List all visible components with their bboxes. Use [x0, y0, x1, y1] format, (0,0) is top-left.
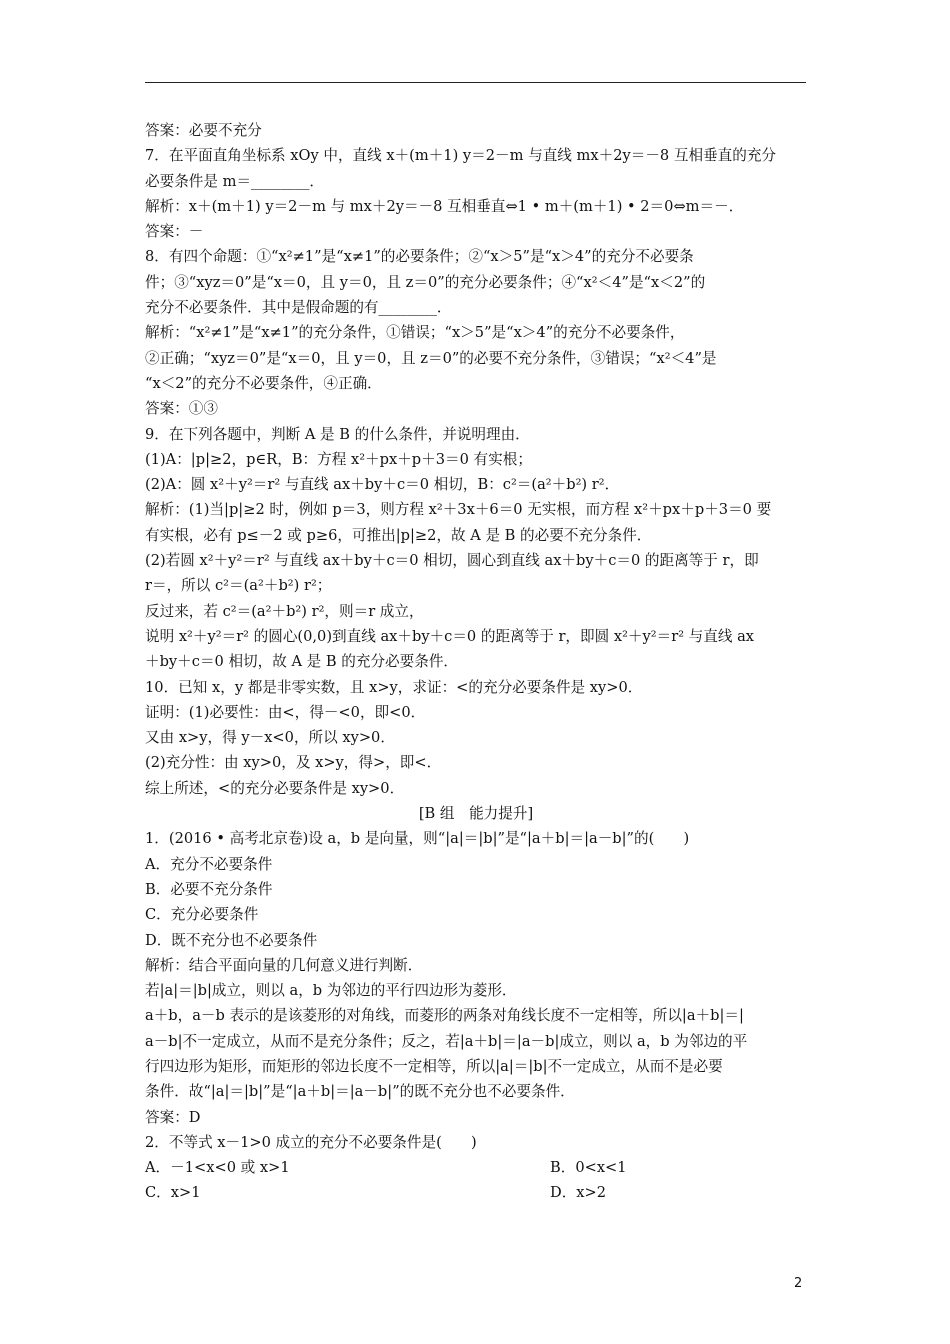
text-line: 说明 x²＋y²＝r² 的圆心(0,0)到直线 ax＋by＋c＝0 的距离等于 r，即圆 x²＋y²＝r² 与直线 ax	[145, 627, 755, 645]
text-line: 1．(2016 • 高考北京卷)设 a，b 是向量，则“|a|＝|b|”是“|a＋b|＝|a－b|”的( )	[145, 830, 690, 848]
section-heading: [B 组 能力提升]	[418, 805, 534, 823]
text-line: a－b|不一定成立，从而不是充分条件；反之，若|a＋b|＝|a－b|成立，则以 a，b 为邻边的平	[145, 1032, 748, 1050]
text-line: 答案：①③	[145, 400, 218, 418]
text-line: 解析：x＋(m＋1) y＝2－m 与 mx＋2y＝－8 互相垂直⇔1 • m＋(m＋1) • 2＝0⇔m＝－．	[145, 197, 744, 215]
text-line: ＋by＋c＝0 相切，故 A 是 B 的充分必要条件．	[145, 653, 459, 671]
text-line: (2)若圆 x²＋y²＝r² 与直线 ax＋by＋c＝0 相切，圆心到直线 ax＋by＋c＝0 的距离等于 r，即	[145, 552, 759, 570]
option-d: D．x>2	[550, 1184, 607, 1202]
option-c: C．x>1	[145, 1184, 201, 1202]
text-line: 证明：(1)必要性：由<，得－<0，即<0．	[145, 703, 426, 721]
options-row	[145, 1180, 807, 1205]
options-row	[145, 1155, 807, 1180]
text-line: 7．在平面直角坐标系 xOy 中，直线 x＋(m＋1) y＝2－m 与直线 mx＋2y＝－8 互相垂直的充分	[145, 147, 777, 165]
text-line: 若|a|＝|b|成立，则以 a，b 为邻边的平行四边形为菱形．	[145, 982, 517, 1000]
document-body	[145, 118, 807, 1206]
option-line: B．必要不充分条件	[145, 880, 273, 898]
text-line: (1)A：|p|≥2，p∈R，B：方程 x²＋px＋p＋3＝0 有实根；	[145, 450, 532, 468]
header-rule	[145, 82, 806, 83]
text-line: ②正确；“xyz＝0”是“x＝0，且 y＝0，且 z＝0”的必要不充分条件，③错误；“x²＜4”是	[145, 349, 717, 367]
text-line: 答案：D	[145, 1108, 201, 1126]
text-line: a＋b，a－b 表示的是该菱形的对角线，而菱形的两条对角线长度不一定相等，所以|a＋b|＝|	[145, 1007, 744, 1025]
text-line: 解析：“x²≠1”是“x≠1”的充分条件，①错误；“x＞5”是“x＞4”的充分不必要条件，	[145, 324, 685, 342]
option-a: A．－1<x<0 或 x>1	[145, 1159, 290, 1177]
text-line: 8．有四个命题：①“x²≠1”是“x≠1”的必要条件；②“x＞5”是“x＞4”的充分不必要条	[145, 248, 694, 266]
text-line: 有实根，必有 p≤－2 或 p≥6，可推出|p|≥2，故 A 是 B 的必要不充分条件．	[145, 526, 652, 544]
text-line: 10．已知 x，y 都是非零实数，且 x>y，求证：<的充分必要条件是 xy>0．	[145, 678, 643, 696]
option-line: C．充分必要条件	[145, 906, 259, 924]
text-line: r＝，所以 c²＝(a²＋b²) r²；	[145, 577, 332, 595]
option-b: B．0<x<1	[550, 1159, 627, 1177]
text-line: 2．不等式 x－1>0 成立的充分不必要条件是( )	[145, 1133, 477, 1151]
text-line: 9．在下列各题中，判断 A 是 B 的什么条件，并说明理由．	[145, 425, 530, 443]
text-line: 又由 x>y，得 y－x<0，所以 xy>0．	[145, 729, 395, 747]
text-line: 件；③“xyz＝0”是“x＝0，且 y＝0，且 z＝0”的充分必要条件；④“x²＜4”是“x＜2”的	[145, 273, 706, 291]
text-line: (2)A：圆 x²＋y²＝r² 与直线 ax＋by＋c＝0 相切，B：c²＝(a²＋b²) r²．	[145, 476, 620, 494]
text-line: 答案：－	[145, 223, 204, 241]
text-line: 必要条件是 m＝________．	[145, 172, 325, 190]
option-line: D．既不充分也不必要条件	[145, 931, 318, 949]
text-line: 解析：结合平面向量的几何意义进行判断．	[145, 956, 423, 974]
text-line: “x＜2”的充分不必要条件，④正确．	[145, 374, 382, 392]
text-line: 充分不必要条件．其中是假命题的有________．	[145, 299, 452, 317]
text-line: 行四边形为矩形，而矩形的邻边长度不一定相等，所以|a|＝|b|不一定成立，从而不是必要	[145, 1057, 723, 1075]
text-line: 答案：必要不充分	[145, 122, 262, 139]
text-line: 综上所述，<的充分必要条件是 xy>0．	[145, 779, 405, 797]
option-line: A．充分不必要条件	[145, 855, 273, 873]
text-line: (2)充分性：由 xy>0，及 x>y，得>，即<．	[145, 754, 442, 772]
text-line: 解析：(1)当|p|≥2 时，例如 p＝3，则方程 x²＋3x＋6＝0 无实根，而方程 x²＋px＋p＋3＝0 要	[145, 501, 772, 519]
page-number: 2	[794, 1276, 803, 1291]
text-line: 反过来，若 c²＝(a²＋b²) r²，则＝r 成立，	[145, 602, 424, 620]
text-line: 条件．故“|a|＝|b|”是“|a＋b|＝|a－b|”的既不充分也不必要条件．	[145, 1083, 575, 1101]
